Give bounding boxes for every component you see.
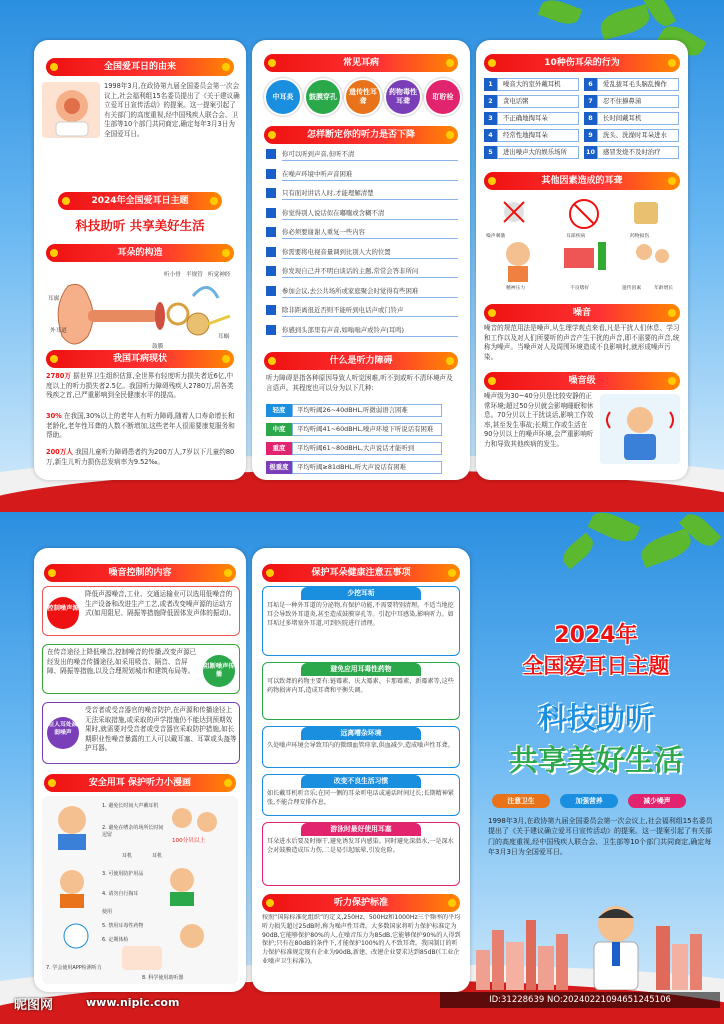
cover-tag: 注意卫生 [492,794,550,808]
section-title-factors: 其他因素造成的耳聋 [484,172,680,190]
section-title-noise: 噪音 [484,304,680,322]
harm-label: 长时间戴耳机 [597,112,679,125]
control-tag-2: 阻断噪声传播 [203,655,235,687]
factor-caption: 耳部疾病 [566,234,586,239]
cover-slogan-2: 共享美好生活 [508,743,683,777]
panel-harm [476,40,688,480]
harm-number: 2 [484,95,497,108]
harm-label: 爱乱拔耳毛头脑乱操作 [597,78,679,91]
label-ossicles: 听小骨 [164,272,181,278]
control-block-2 [42,644,240,694]
harm-number: 8 [584,112,597,125]
judge-item [266,148,460,161]
control-text-2: 在传音途径上降低噪音,控制噪音的传播,改变声源已经发出的噪音传播途径,如采用吸音、隔音、音屏障、隔振等措施,以及合理规划城市和建筑布局等。 [47,648,197,675]
harm-number: 10 [584,146,597,159]
comic-caption: 1. 避免长时间大声戴耳机 [102,803,159,809]
section-title-disorder: 什么是听力障碍 [264,352,458,370]
health-tip-text: 耳朵进水后要及时擦干,避免诱发耳内感染。同时避免深潜水,一是深水会对鼓膜造成压力伤,二是易引起眩晕,引发危险。 [267,838,454,854]
disease-circle: 药物毒性耳聋 [384,78,422,116]
panel-origin [34,40,246,480]
cover-tag: 加强营养 [560,794,618,808]
bullet-square-icon [266,325,276,335]
origin-text: 1998年3月,在政协第九届全国委员会第一次会议上,社会福利组15名委员提出了《关于建议确立爱耳日宣传活动》的提案。这一提案引起了有关部门的高度重视,经中国残疾人联合会、卫生部等10个部门共同商定,确定每年3月3日为全国爱耳日。 [104,82,240,138]
cover-text: 1998年3月,在政协第九届全国委员会第一次会议上,社会福利组15名委员提出了《关于建议确立爱耳日宣传活动》的提案。这一提案引起了有关部门的高度重视,经中国残疾人联合会、卫生部等10个部门共同商定,确定每年3月3日为全国爱耳日。 [488,817,713,856]
level-name: 中度 [266,423,292,436]
comic-caption: 7. 学会使用APP检测听力 [46,965,102,971]
panel-noise-control [34,548,246,992]
section-title-theme: 2024年全国爱耳日主题 [58,192,222,210]
judge-item-label: 在噪声环境中听声音困难 [282,168,458,181]
section-title-standard: 听力保护标准 [262,894,460,912]
label-eardrum: 鼓膜 [152,344,164,350]
control-block-1 [42,586,240,636]
harm-item [584,129,680,142]
disease-circle: 耵聍栓 [424,78,462,116]
comic-caption: 耳机 [152,853,163,859]
health-tip-block [262,774,460,816]
comic-caption: 耳机 [122,853,133,859]
comic-caption: 8. 科学使用助听器 [142,975,184,981]
control-text-1: 降低声源噪音,工业、交通运输业可以选用低噪音的生产设备和改进生产工艺,或者改变噪声源的运动方式(如用阻尼、隔振等措施降低固体发声体的振动)。 [85,590,236,617]
harm-label: 贪电话粥 [497,95,579,108]
level-name: 极重度 [266,461,292,474]
health-tip-block [262,822,460,886]
status-paragraph-3: 200万人 我国儿童听力障碍患者约为200万人,7岁以下儿童约80万,新生儿听力损伤总发病率为9.52‰。 [46,448,235,466]
health-tip-text: 可以致聋的药物主要有:链霉素、庆大霉素、卡那霉素、新霉素等,这些药物损害内耳,造成耳聋和平衡失调。 [267,678,454,694]
health-tip-block [262,586,460,656]
judge-item [266,168,460,181]
leaf-decoration [598,4,653,40]
section-title-status: 我国耳病现状 [46,350,234,368]
level-name: 重度 [266,442,292,455]
harm-label: 进出噪声大的娱乐场所 [497,146,579,159]
comic-caption: 5. 禁用耳毒性药物 [102,923,144,929]
level-desc: 平均听阈≥81dBHL,听大声说话有困难 [292,461,442,474]
judge-item-label: 只有面对讲话人时,才能理解清楚 [282,187,458,200]
harm-item [484,78,580,91]
harm-number: 9 [584,129,597,142]
judge-item-label: 你必须要谢谢人重复一些内容 [282,226,458,239]
judge-item [266,324,460,337]
health-tip-title: 改变不良生活习惯 [301,775,421,788]
harm-number: 1 [484,78,497,91]
factor-caption: 遗传因素 [622,286,642,291]
section-title-five: 保护耳朵健康注意五事项 [262,564,460,582]
noise-person-illustration [600,394,680,464]
harm-number: 3 [484,112,497,125]
comic-caption: 4. 请勿自行掏耳 [102,891,139,897]
judge-item [266,285,460,298]
harm-label: 经常性地掏耳朵 [497,129,579,142]
harm-label: 不正确地掏耳朵 [497,112,579,125]
disorder-text: 听力障碍是指各种原因导致人听觉困难,听不到或听不清环境声及言语声。其程度也可以分为以下几种: [266,374,453,392]
harm-item [484,95,580,108]
health-tip-text: 久处噪声环境会导致耳内的微细血管痉挛,供血减少,造成噪声性耳聋。 [267,742,454,749]
section-title-judge: 怎样断定你的听力是否下降 [264,126,458,144]
cover-slogan-1: 科技助听 [537,701,654,735]
factors-illustration [484,192,680,292]
label-semicircular: 半规管 [186,272,203,278]
leaf-decoration [588,512,641,547]
section-title-structure: 耳朵的构造 [46,244,234,262]
harm-number: 5 [484,146,497,159]
comic-caption: 100分贝以上 [172,838,206,844]
panel-ear-health [252,548,470,992]
label-cochlea: 耳蜗 [218,334,230,340]
control-tag-3: 在人耳处减弱噪声 [47,717,79,749]
cover-theme: 全国爱耳日主题 [522,654,670,678]
cover-panel [476,548,724,988]
bullet-square-icon [266,247,276,257]
health-tip-text: 如长戴耳机听音乐;在同一侧的耳朵听电话或通话时间过长;长期精神紧张,不能合理安排作息。 [267,790,454,806]
health-tip-title: 远离嘈杂环境 [301,727,421,740]
section-title-control: 噪音控制的内容 [44,564,236,582]
health-tip-title: 避免应用耳毒性药物 [301,663,421,676]
harm-number: 4 [484,129,497,142]
health-tip-text: 耳垢是一种外耳道的分泌物,有保护功能,不需要特别清理。不适当地挖耳会导致外耳道炎,甚至造成鼓膜穿孔等。引起中耳感染,影响听力。如耳垢过多堵塞外耳道,可到医院进行清理。 [267,602,454,627]
harm-item [584,78,680,91]
judge-item [266,246,460,259]
factor-caption: 精神压力 [506,286,526,291]
level-desc: 平均听阈41~60dBHL,噪声环境下听说话有困难 [292,423,442,436]
harm-label: 感冒发烧不及时治疗 [597,146,679,159]
comic-caption: 3. 可使用防护用品 [102,871,144,877]
judge-item-label: 你可以听到声音,但听不清 [282,148,458,161]
bullet-square-icon [266,266,276,276]
judge-item [266,207,460,220]
ear-doctor-illustration [42,82,100,138]
bullet-square-icon [266,188,276,198]
judge-item [266,265,460,278]
noise-text: 噪音的规范用法是噪声,从生理学观点来看,凡是干扰人们休息、学习和工作以及对人们所要听的声音产生干扰的声音,即不需要的声音,统称为噪声。当噪声对人及周围环境造成不良影响时,就形成噪声污染。 [484,324,680,361]
standard-text: 按照“国际标准化组织”的定义,250Hz、500Hz和1000Hz三个频率的平均听力损失超过25dB时,称为噪声性耳聋。大多数国家将听力保护标准定为90dB,它能够保护80%的人,在噪音压力为85dB,它能够保护90%的人得到保护;只有在80dB的条件下,才能保护100%的人不致耳聋。我国制订的听力保护标准规定现有企业为90dB,新建、改建企业要求达到85dB(《工业企业噪声卫生标准》)。 [262,914,461,965]
section-title-harm: 10种伤耳朵的行为 [484,54,680,72]
hearing-level-row [266,442,442,455]
harm-item [584,146,680,159]
level-desc: 平均听阈61~80dBHL,大声说话才能听到 [292,442,442,455]
panel-ear-diseases [252,40,470,480]
judge-item-label: 你感到头部里有声音,如嗡嗡声或铃声(耳鸣) [282,324,458,337]
disease-circle: 中耳炎 [264,78,302,116]
bullet-square-icon [266,149,276,159]
hearing-level-row [266,423,442,436]
harm-item [484,146,580,159]
judge-item [266,187,460,200]
judge-item [266,304,460,317]
cover-year: 2024年 [554,623,638,648]
watermark-id: ID:31228639 NO:20240221094651245106 [440,992,720,1008]
control-block-3 [42,702,240,764]
comic-caption: 6. 定期体检 [102,937,129,943]
control-text-3: 受音者或受音器官的噪音防护,在声源和传播途径上无法采取措施,或采取的声学措施仍不能达到预期效果时,就需要对受音者或受音器官采取防护措施,如长期职业性噪音暴露的工人可以戴耳塞、耳罩或头盔等护耳器。 [85,706,237,752]
bullet-square-icon [266,227,276,237]
health-tip-block [262,662,460,720]
judge-item-label: 你需要将电视音量调到比别人大的位置 [282,246,458,259]
harm-item [584,95,680,108]
label-auditory-nerve: 听觉神经 [208,272,231,278]
harm-item [484,129,580,142]
watermark-logo: 昵图网 [14,998,54,1013]
judge-item-label: 你发现自己并不明白谈话的主题,常常会答非所问 [282,265,458,278]
harm-item [584,112,680,125]
level-name: 轻度 [266,404,292,417]
label-auricle: 耳廓 [48,296,60,302]
noise-level-text: 噪声级为30~40分贝是比较安静的正常环境;超过50分贝就会影响睡眠和休息。70分贝以上干扰谈话,影响工作效率,甚至发生事故;长期工作或生活在90分贝以上的噪声环境,会严重影响听力和导致其他疾病的发生。 [484,392,594,448]
health-tip-title: 游泳时最好使用耳塞 [301,823,421,836]
cover-tag: 减少噪声 [628,794,686,808]
comic-caption: 使用 [102,909,113,915]
section-title-comic: 安全用耳 保护听力小漫画 [44,774,236,792]
health-tip-title: 少挖耳垢 [301,587,421,600]
bullet-square-icon [266,208,276,218]
harm-item [484,112,580,125]
theme-slogan: 科技助听 共享美好生活 [75,218,205,233]
factor-caption: 噪声刺激 [486,234,506,239]
level-desc: 平均听阈26~40dBHL,听微弱语言困难 [292,404,442,417]
city-doctor-illustration [476,890,716,990]
judge-item-label: 你觉得别人说话似在嘟囔或含糊不清 [282,207,458,220]
judge-item-label: 除非距离很近否则不能听到电话声或门铃声 [282,304,458,317]
factor-caption: 年龄增长 [654,286,674,291]
harm-label: 噪音大的室外戴耳机 [497,78,579,91]
comic-caption: 2. 避免在嘈杂的场所长时间逗留 [102,825,164,838]
label-canal: 外耳道 [50,328,67,334]
bullet-square-icon [266,305,276,315]
bullet-square-icon [266,286,276,296]
comic-panel [42,796,238,984]
section-title-common: 常见耳病 [264,54,458,72]
harm-number: 6 [584,78,597,91]
section-title-origin: 全国爱耳日的由来 [46,58,234,76]
hearing-level-row [266,461,442,474]
disease-circle: 鼓膜穿孔 [304,78,342,116]
section-title-noise-level: 噪音级 [484,372,680,390]
health-tip-block [262,726,460,768]
judge-item [266,226,460,239]
harm-label: 洗头、洗澡时耳朵进水 [597,129,679,142]
status-paragraph-1: 2780万 据世界卫生组织估算,全世界有轻度听力损失者近6亿,中度以上的听力损失者2.5亿。我国听力障碍残疾人2780万,居各类残疾之首,已严重影响到全民健康水平的提高。 [46,372,234,399]
watermark-url: www.nipic.com [86,996,180,1009]
status-paragraph-2: 30% 在我国,30%以上的老年人有听力障碍,随着人口寿命增长和老龄化,老年性耳聋的人数不断增加,这些老年人很需要康复服务和帮助。 [46,412,235,439]
control-tag-1: 控制噪声源 [47,597,79,629]
factor-caption: 不良嗜好 [570,286,590,291]
hearing-level-row [266,404,442,417]
factor-caption: 药物损伤 [630,234,650,239]
judge-item-label: 参加会议,去公共场所或家庭聚会时觉得有些困难 [282,285,458,298]
harm-label: 忍不住擤鼻涕 [597,95,679,108]
harm-number: 7 [584,95,597,108]
disease-circle: 遗传性耳聋 [344,78,382,116]
bullet-square-icon [266,169,276,179]
leaf-decoration [538,0,582,28]
brochure-outside [0,512,724,1024]
